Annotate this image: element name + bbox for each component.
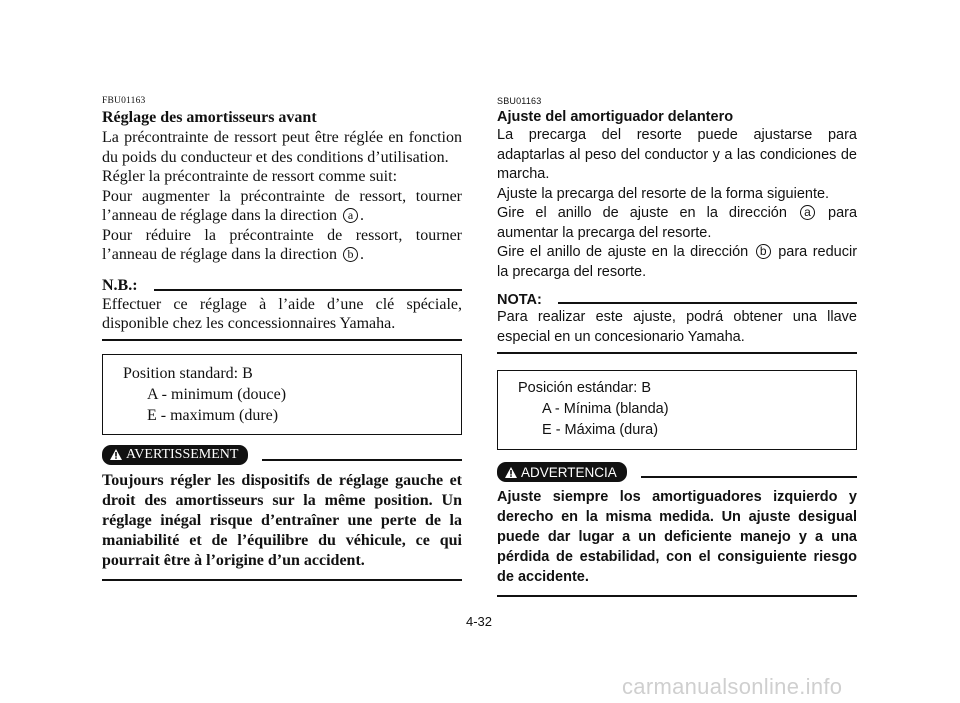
note-text: Effectuer ce réglage à l’aide d’une clé spéciale, disponible chez les concessionnaires Yamaha.	[102, 295, 462, 332]
section-code: SBU01163	[497, 96, 542, 106]
section-title: Réglage des amortisseurs avant	[102, 109, 317, 126]
paragraph-intro: La precarga del resorte puede ajustarse para adaptarlas al peso del conductor y a las condiciones de marcha.	[497, 127, 857, 182]
direction-b-marker: b	[343, 247, 358, 262]
spec-standard: Position standard: B	[123, 364, 253, 382]
warning-end-rule	[497, 595, 857, 597]
spec-minimum: A - Mínima (blanda)	[542, 401, 669, 417]
spec-standard: Posición estándar: B	[518, 380, 651, 396]
paragraph-intro: La précontrainte de ressort peut être réglée en fonction du poids du conducteur et des conditions d’utilisation.	[102, 129, 462, 166]
note-rule	[558, 302, 857, 304]
spec-box	[497, 370, 857, 450]
warning-end-rule	[102, 579, 462, 581]
warning-badge	[102, 445, 248, 465]
warning-text: Toujours régler les dispositifs de réglage gauche et droit des amortisseurs sur la même position. Un réglage inégal risque d’entraîner une perte de la maniabilité et de l’équilibre du véhicule, ce qui pourrait être à l’origine d’un accident.	[102, 471, 462, 569]
warning-triangle-icon	[505, 467, 517, 478]
warning-label: AVERTISSEMENT	[126, 446, 239, 462]
warning-triangle-icon	[110, 449, 122, 460]
note-text: Para realizar este ajuste, podrá obtener una llave especial en un concesionario Yamaha.	[497, 309, 857, 345]
warning-text: Ajuste siempre los amortiguadores izquierdo y derecho en la misma medida. Un ajuste desigual puede dar lugar a un deficiente manejo y a una pérdida de estabilidad, con el consiguiente riesgo de accidente.	[497, 489, 857, 585]
spec-minimum: A - minimum (douce)	[147, 385, 287, 403]
spec-maximum: E - maximum (dure)	[147, 406, 279, 424]
note-header	[102, 277, 462, 295]
section-code: FBU01163	[102, 96, 146, 106]
watermark: carmanualsonline.info	[622, 674, 843, 699]
warning-rule	[262, 459, 462, 461]
note-label: N.B.:	[102, 276, 138, 294]
direction-a-marker: a	[800, 205, 815, 220]
paragraph-decrease	[102, 226, 462, 265]
paragraph-increase	[102, 187, 462, 226]
section-title: Ajuste del amortiguador delantero	[497, 109, 734, 125]
increase-text: Gire el anillo de ajuste en la dirección	[497, 205, 787, 221]
spec-maximum: E - Máxima (dura)	[542, 422, 659, 438]
increase-text-end: para aumentar la precarga del resorte.	[497, 205, 858, 241]
increase-text: Pour augmenter la précontrainte de ressort, tourner l’anneau de réglage dans la direction	[102, 187, 462, 224]
decrease-text: Pour réduire la précontrainte de ressort, tourner l’anneau de réglage dans la direction	[102, 226, 462, 263]
paragraph-how: Ajuste la precarga del resorte de la forma siguiente.	[497, 185, 830, 202]
decrease-text: Gire el anillo de ajuste en la dirección	[497, 244, 749, 260]
note-end-rule	[497, 352, 857, 354]
warning-header	[102, 445, 462, 465]
french-column	[102, 96, 462, 581]
decrease-text-end: .	[360, 246, 364, 263]
paragraph-how: Régler la précontrainte de ressort comme suit:	[102, 168, 398, 185]
note-label: NOTA:	[497, 292, 542, 308]
increase-text-end: .	[360, 207, 364, 224]
warning-badge	[497, 462, 627, 482]
note-end-rule	[102, 339, 462, 341]
note-header	[497, 292, 857, 308]
decrease-text-end: para reducir la precarga del resorte.	[497, 244, 858, 280]
page-number: 4-32	[466, 614, 493, 629]
warning-label: ADVERTENCIA	[521, 464, 617, 480]
warning-header	[497, 462, 857, 482]
paragraph-increase	[497, 204, 857, 243]
warning-rule	[641, 476, 857, 478]
paragraph-decrease	[497, 243, 857, 282]
direction-a-marker: a	[343, 208, 358, 223]
note-rule	[154, 289, 462, 291]
spanish-column	[497, 96, 857, 597]
spec-box	[102, 354, 462, 435]
direction-b-marker: b	[756, 244, 771, 259]
